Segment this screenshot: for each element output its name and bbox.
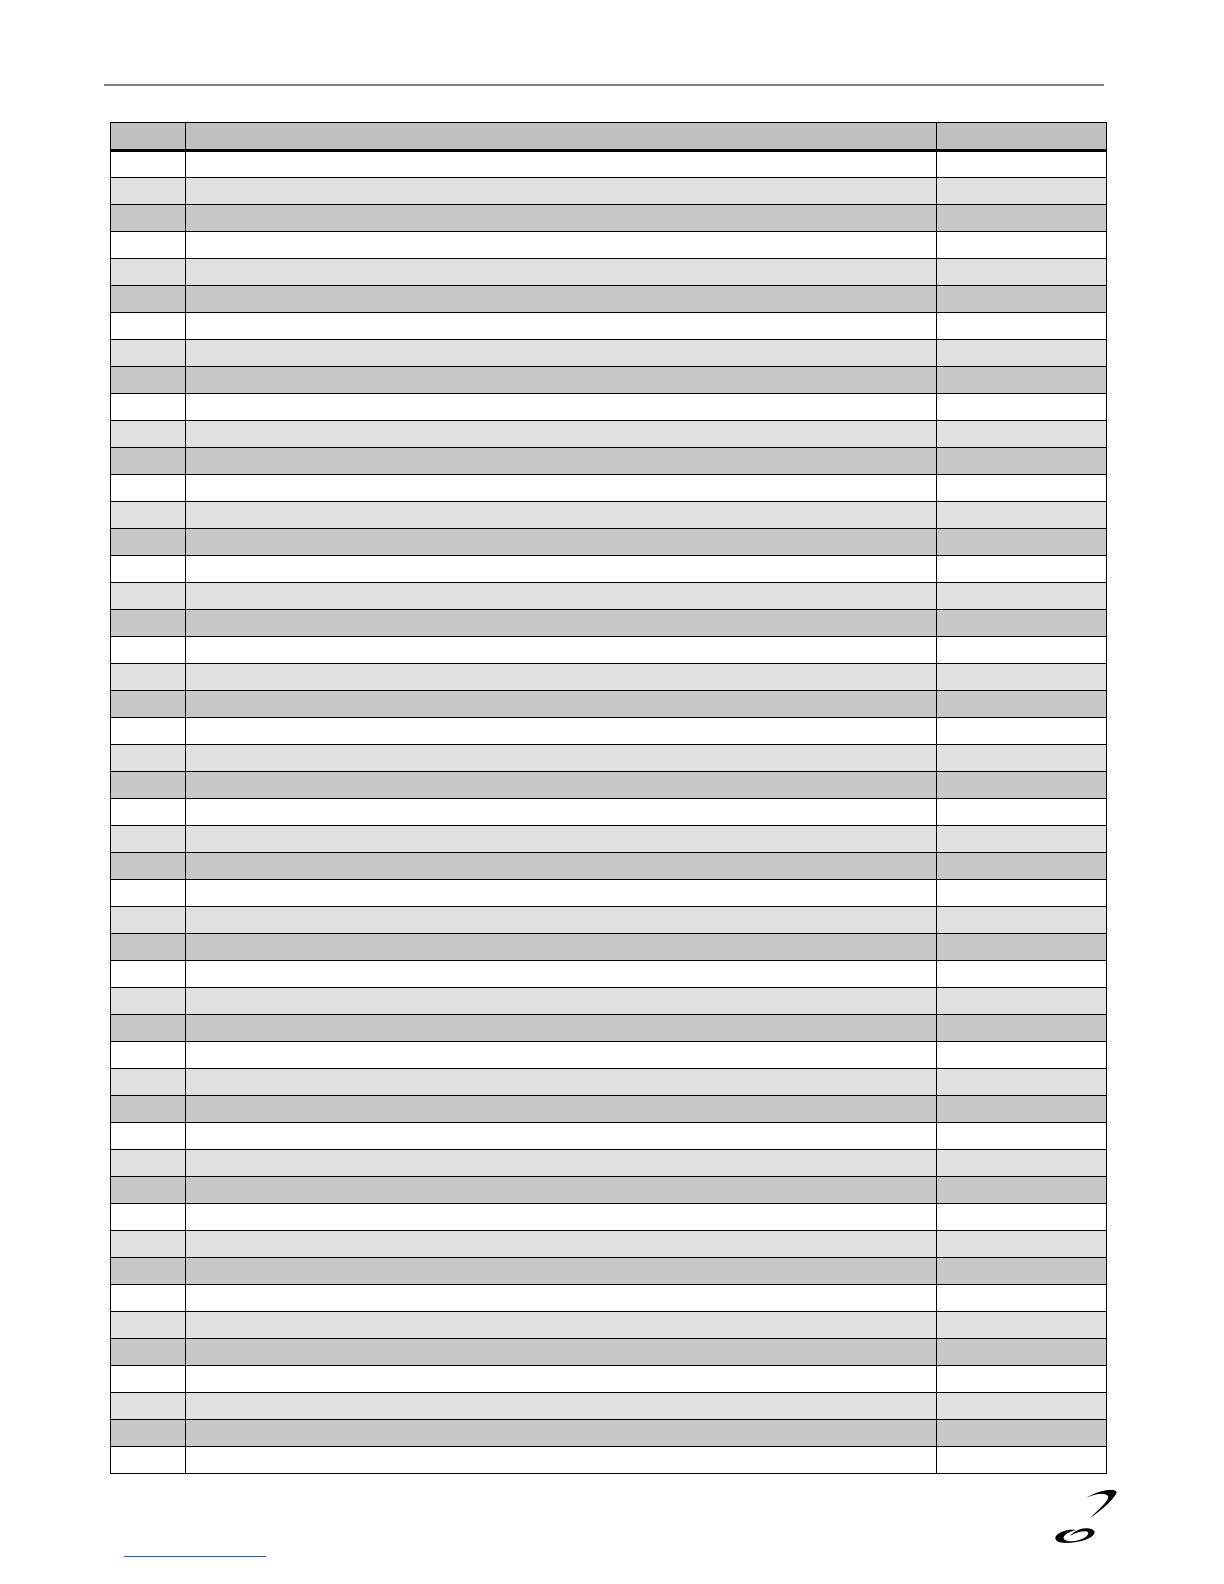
footer-link[interactable] [124, 1556, 266, 1557]
table-row [111, 961, 1107, 988]
table-cell [111, 853, 186, 880]
table-cell [186, 1420, 937, 1447]
table-cell [186, 1447, 937, 1474]
table-cell [186, 1204, 937, 1231]
table-cell [937, 313, 1107, 340]
table-cell [937, 1231, 1107, 1258]
table-cell [937, 1420, 1107, 1447]
table-row [111, 772, 1107, 799]
table-cell [186, 151, 937, 178]
table-row [111, 1258, 1107, 1285]
table-cell [111, 772, 186, 799]
table-cell [186, 1312, 937, 1339]
table-cell [111, 1312, 186, 1339]
table-header-cell-3 [937, 123, 1107, 151]
table-cell [186, 1366, 937, 1393]
table-cell [111, 718, 186, 745]
table-cell [937, 1447, 1107, 1474]
table-row [111, 1096, 1107, 1123]
table-cell [111, 1096, 186, 1123]
table-cell [186, 1042, 937, 1069]
table-cell [186, 610, 937, 637]
table-cell [111, 1339, 186, 1366]
table-row [111, 259, 1107, 286]
table-cell [111, 367, 186, 394]
table-cell [111, 1015, 186, 1042]
table-cell [186, 556, 937, 583]
table-cell [111, 259, 186, 286]
table-cell [937, 448, 1107, 475]
table-cell [111, 664, 186, 691]
table-row [111, 1447, 1107, 1474]
table-cell [937, 1042, 1107, 1069]
table-cell [937, 1150, 1107, 1177]
table-cell [937, 178, 1107, 205]
table-row [111, 880, 1107, 907]
table-cell [937, 1258, 1107, 1285]
table-row [111, 448, 1107, 475]
table-cell [111, 934, 186, 961]
table-cell [186, 232, 937, 259]
header-rule [104, 84, 1104, 86]
table-cell [937, 988, 1107, 1015]
table-cell [186, 367, 937, 394]
table-row [111, 286, 1107, 313]
table-cell [937, 610, 1107, 637]
table-cell [111, 286, 186, 313]
table-cell [111, 1150, 186, 1177]
table-row [111, 1123, 1107, 1150]
table-cell [111, 880, 186, 907]
table-cell [111, 1042, 186, 1069]
table-cell [937, 1285, 1107, 1312]
table-cell [186, 313, 937, 340]
company-swoosh-logo-icon [1050, 1484, 1122, 1548]
table-row [111, 502, 1107, 529]
table-cell [937, 286, 1107, 313]
table-cell [937, 718, 1107, 745]
table-cell [186, 718, 937, 745]
table-cell [186, 961, 937, 988]
table-cell [937, 1339, 1107, 1366]
table-row [111, 1015, 1107, 1042]
table-cell [186, 826, 937, 853]
table-cell [937, 1123, 1107, 1150]
table-row [111, 610, 1107, 637]
table-cell [937, 1366, 1107, 1393]
table-row [111, 799, 1107, 826]
table-cell [186, 1339, 937, 1366]
data-table [110, 122, 1107, 1474]
table-cell [186, 1393, 937, 1420]
table-row [111, 340, 1107, 367]
table-row [111, 178, 1107, 205]
table-row [111, 664, 1107, 691]
table-row [111, 367, 1107, 394]
table-cell [937, 1312, 1107, 1339]
table-row [111, 637, 1107, 664]
table-cell [186, 691, 937, 718]
table-cell [186, 934, 937, 961]
table-row [111, 421, 1107, 448]
table-cell [111, 502, 186, 529]
table-cell [186, 529, 937, 556]
table-cell [111, 1258, 186, 1285]
table-cell [186, 1150, 937, 1177]
table-cell [937, 1393, 1107, 1420]
table-cell [186, 205, 937, 232]
table-cell [111, 1393, 186, 1420]
table-row [111, 1420, 1107, 1447]
table-cell [186, 1015, 937, 1042]
table-cell [111, 475, 186, 502]
table-cell [111, 178, 186, 205]
table-body [111, 151, 1107, 1474]
table-cell [111, 421, 186, 448]
table-cell [111, 961, 186, 988]
table-cell [937, 934, 1107, 961]
table-row [111, 1393, 1107, 1420]
table-cell [111, 1177, 186, 1204]
table-header-row [111, 123, 1107, 151]
table-cell [186, 259, 937, 286]
table-row [111, 934, 1107, 961]
table-cell [186, 772, 937, 799]
table-cell [186, 475, 937, 502]
table-cell [937, 1204, 1107, 1231]
table-cell [186, 745, 937, 772]
table-cell [111, 151, 186, 178]
table-row [111, 826, 1107, 853]
table-cell [937, 664, 1107, 691]
table-cell [937, 826, 1107, 853]
table-row [111, 691, 1107, 718]
table-row [111, 1204, 1107, 1231]
table-cell [111, 1123, 186, 1150]
table-cell [937, 502, 1107, 529]
table-row [111, 529, 1107, 556]
table-cell [186, 664, 937, 691]
table-cell [186, 907, 937, 934]
table-cell [111, 610, 186, 637]
table-row [111, 1042, 1107, 1069]
table-row [111, 1285, 1107, 1312]
table-cell [111, 583, 186, 610]
table-cell [111, 1069, 186, 1096]
table-cell [937, 961, 1107, 988]
table-cell [937, 232, 1107, 259]
table-cell [111, 394, 186, 421]
table-row [111, 745, 1107, 772]
table-cell [937, 421, 1107, 448]
table-row [111, 718, 1107, 745]
table-cell [937, 637, 1107, 664]
table-cell [186, 502, 937, 529]
table-cell [111, 205, 186, 232]
table-cell [111, 232, 186, 259]
table-cell [937, 880, 1107, 907]
table-cell [937, 394, 1107, 421]
table-cell [111, 556, 186, 583]
table-cell [186, 178, 937, 205]
table-cell [111, 1285, 186, 1312]
table-cell [186, 1069, 937, 1096]
table-row [111, 907, 1107, 934]
table-cell [186, 340, 937, 367]
table-cell [186, 880, 937, 907]
table-cell [111, 1447, 186, 1474]
table-row [111, 1150, 1107, 1177]
table-row [111, 151, 1107, 178]
table-row [111, 583, 1107, 610]
table-cell [937, 691, 1107, 718]
table-cell [937, 907, 1107, 934]
table-cell [937, 583, 1107, 610]
table-cell [937, 259, 1107, 286]
table-header-cell-1 [111, 123, 186, 151]
table-cell [111, 448, 186, 475]
table-row [111, 988, 1107, 1015]
table-cell [111, 907, 186, 934]
table-cell [186, 637, 937, 664]
table-cell [111, 826, 186, 853]
table-cell [186, 1285, 937, 1312]
table-cell [111, 529, 186, 556]
table-row [111, 1177, 1107, 1204]
table-row [111, 1312, 1107, 1339]
table-cell [111, 988, 186, 1015]
table-cell [186, 988, 937, 1015]
table-cell [186, 583, 937, 610]
table-cell [937, 1096, 1107, 1123]
table-cell [111, 1366, 186, 1393]
table-header-cell-2 [186, 123, 937, 151]
table-row [111, 313, 1107, 340]
table-row [111, 232, 1107, 259]
table-cell [186, 394, 937, 421]
table-cell [186, 1123, 937, 1150]
table-cell [937, 529, 1107, 556]
table-row [111, 1231, 1107, 1258]
table-row [111, 1366, 1107, 1393]
table-row [111, 475, 1107, 502]
table-cell [111, 1204, 186, 1231]
table-cell [111, 313, 186, 340]
table-cell [186, 799, 937, 826]
table-row [111, 205, 1107, 232]
table-cell [937, 367, 1107, 394]
table-cell [186, 448, 937, 475]
table-cell [937, 205, 1107, 232]
table-cell [937, 745, 1107, 772]
table-cell [186, 1258, 937, 1285]
table-cell [937, 151, 1107, 178]
table-cell [937, 475, 1107, 502]
table-cell [186, 1177, 937, 1204]
table-cell [111, 340, 186, 367]
table-cell [937, 340, 1107, 367]
table-cell [111, 691, 186, 718]
table-row [111, 556, 1107, 583]
table-cell [937, 1069, 1107, 1096]
table-cell [937, 1015, 1107, 1042]
table-cell [186, 1096, 937, 1123]
table-row [111, 853, 1107, 880]
table-cell [937, 1177, 1107, 1204]
table-row [111, 1339, 1107, 1366]
table-cell [937, 556, 1107, 583]
table-cell [937, 853, 1107, 880]
table-cell [111, 1231, 186, 1258]
table-cell [186, 853, 937, 880]
table-cell [937, 772, 1107, 799]
table-cell [186, 286, 937, 313]
table-row [111, 394, 1107, 421]
table-cell [186, 421, 937, 448]
table-cell [111, 637, 186, 664]
table-cell [111, 745, 186, 772]
table-cell [111, 799, 186, 826]
table-cell [186, 1231, 937, 1258]
table-cell [937, 799, 1107, 826]
table-cell [111, 1420, 186, 1447]
table-row [111, 1069, 1107, 1096]
